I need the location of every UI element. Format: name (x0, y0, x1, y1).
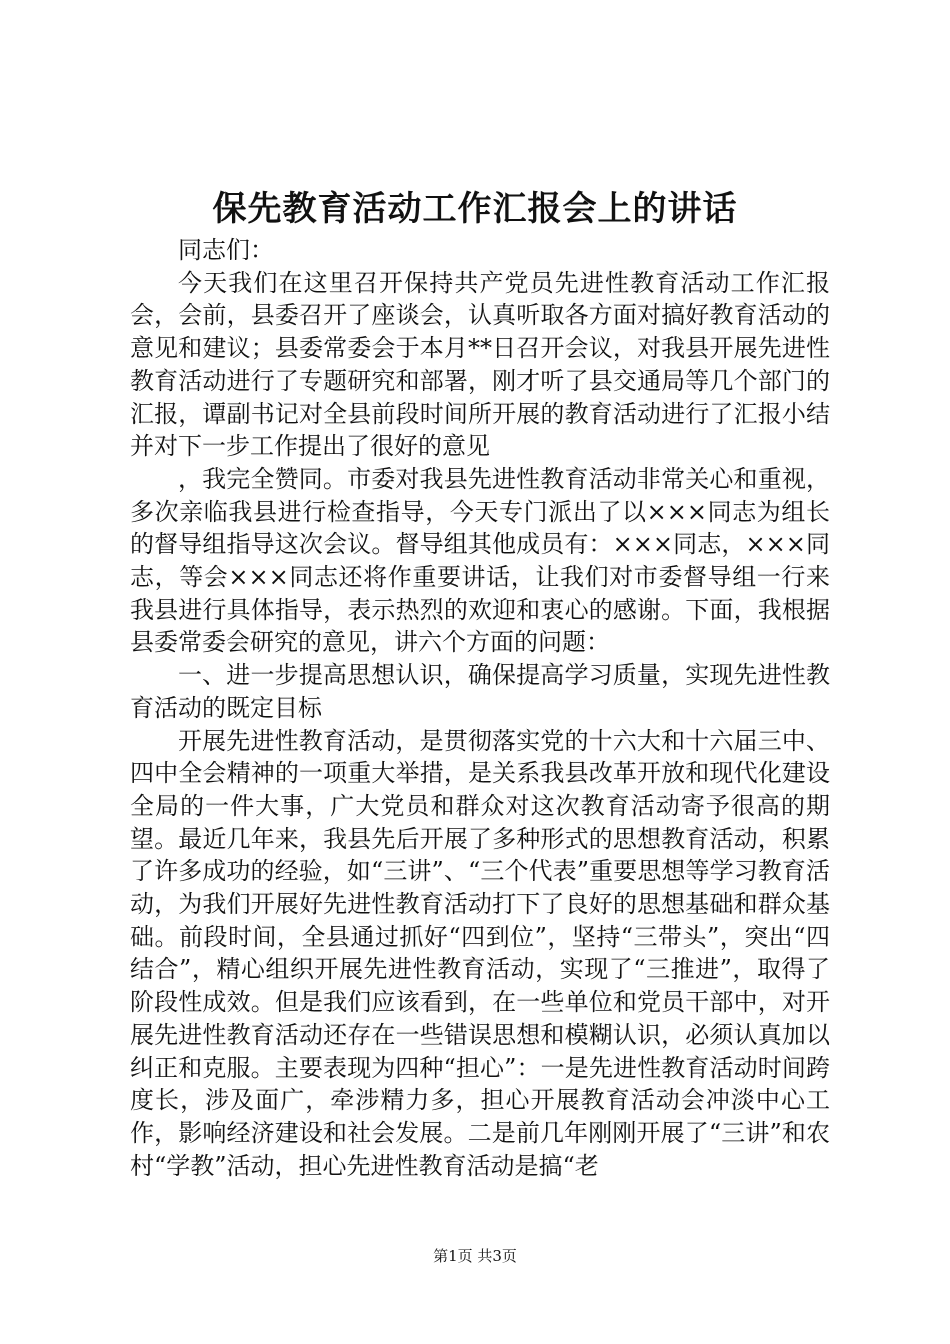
salutation-paragraph: 同志们： (178, 236, 274, 264)
document-body (130, 234, 830, 1182)
document-title: 保先教育活动工作汇报会上的讲话 (212, 189, 738, 229)
section-body-paragraph: 开展先进性教育活动，是贯彻落实党的十六大和十六届三中、四中全会精神的一项重大举措，是关系我县改革开放和现代化建设全局的一件大事，广大党员和群众对这次教育活动寄予很高的期望。最近几年来，我县先后开展了多种形式的思想教育活动，积累了许多成功的经验，如“三讲”、“三个代表”重要思想等学习教育活动，为我们开展好先进性教育活动打下了良好的思想基础和群众基础。前段时间，全县通过抓好“四到位”，坚持“三带头”，突出“四结合”，精心组织开展先进性教育活动，实现了“三推进”，取得了阶段性成效。但是我们应该看到，在一些单位和党员干部中，对开展先进性教育活动还存在一些错误思想和模糊认识，必须认真加以纠正和克服。主要表现为四种“担心”：一是先进性教育活动时间跨度长，涉及面广，牵涉精力多，担心开展教育活动会冲淡中心工作，影响经济建设和社会发展。二是前几年刚刚开展了“三讲”和农村“学教”活动，担心先进性教育活动是搞“老 (130, 726, 830, 1180)
section-heading: 一、进一步提高思想认识，确保提高学习质量，实现先进性教育活动的既定目标 (130, 661, 830, 722)
acknowledgement-paragraph: ，我完全赞同。市委对我县先进性教育活动非常关心和重视，多次亲临我县进行检查指导，今天专门派出了以×××同志为组长的督导组指导这次会议。督导组其他成员有：×××同志，×××同志，等会×××同志还将作重要讲话，让我们对市委督导组一行来我县进行具体指导，表示热烈的欢迎和衷心的感谢。下面，我根据县委常委会研究的意见，讲六个方面的问题： (130, 464, 830, 657)
opening-paragraph: 今天我们在这里召开保持共产党员先进性教育活动工作汇报会，会前，县委召开了座谈会，认真听取各方面对搞好教育活动的意见和建议；县委常委会于本月**日召开会议，对我县开展先进性教育活动进行了专题研究和部署，刚才听了县交通局等几个部门的汇报，谭副书记对全县前段时间所开展的教育活动进行了汇报小结并对下一步工作提出了很好的意见 (130, 268, 830, 461)
page-number-footer: 第1页 共3页 (433, 1247, 517, 1265)
